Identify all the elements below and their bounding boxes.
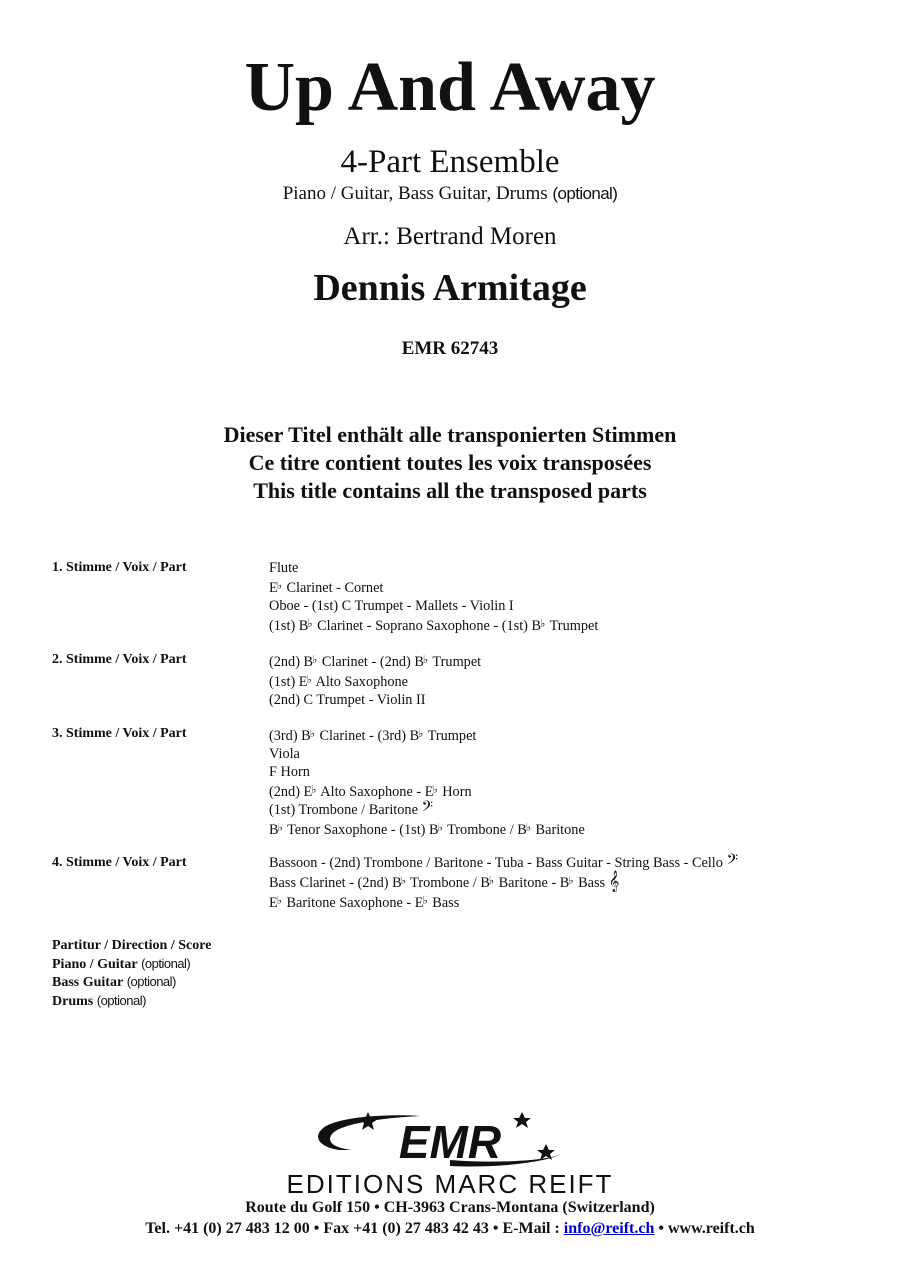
drums-entry xyxy=(52,992,211,1011)
optional-note: (optional) xyxy=(96,992,146,1008)
bass-guitar-entry xyxy=(52,973,211,992)
instrument-line: B♭ Tenor Saxophone - (1st) B♭ Trombone / B♭ Baritone xyxy=(269,822,585,839)
part-3-label: 3. Stimme / Voix / Part xyxy=(52,726,187,741)
website: • www.reift.ch xyxy=(658,1220,755,1237)
part-2-label: 2. Stimme / Voix / Part xyxy=(52,652,187,667)
ensemble-subtitle: 4-Part Ensemble xyxy=(340,144,560,180)
contact-phone-fax: Tel. +41 (0) 27 483 12 00 • Fax +41 (0) 27 483 42 43 • E-Mail : xyxy=(145,1220,560,1237)
instrument-line: (1st) B♭ Clarinet - Soprano Saxophone - (1st) B♭ Trumpet xyxy=(269,618,599,635)
publisher-brand: EDITIONS MARC REIFT xyxy=(286,1169,614,1199)
catalog-code: EMR 62743 xyxy=(401,338,499,359)
instrumentation xyxy=(0,183,900,205)
arranger: Arr.: Bertrand Moren xyxy=(343,223,557,250)
flat-sign-icon: ♭ xyxy=(400,875,406,888)
page-title: Up And Away xyxy=(244,49,656,126)
star-icon xyxy=(513,1112,531,1128)
part-1-instruments xyxy=(269,559,598,635)
part-4-instruments xyxy=(269,851,739,912)
drums-label: Drums xyxy=(52,993,94,1009)
instrument-line: Bassoon - (2nd) Trombone / Baritone - Tuba - Bass Guitar - String Bass - Cello 𝄢 xyxy=(269,851,739,871)
optional-note: (optional) xyxy=(126,974,176,989)
instrument-line: Viola xyxy=(269,746,300,763)
flat-sign-icon: ♭ xyxy=(568,875,574,888)
flat-sign-icon: ♭ xyxy=(422,654,429,666)
instrumentation-text: Piano / Guitar, Bass Guitar, Drums xyxy=(282,183,548,204)
flat-sign-icon: ♭ xyxy=(432,784,438,797)
instrument-line: (2nd) E♭ Alto Saxophone - E♭ Horn xyxy=(269,784,472,801)
flat-sign-icon: ♭ xyxy=(525,822,531,835)
star-icon xyxy=(358,1112,378,1130)
flat-sign-icon: ♭ xyxy=(309,728,315,740)
publisher-address: Route du Golf 150 • CH-3963 Crans-Montana (Switzerland) xyxy=(245,1199,655,1216)
part-4-label: 4. Stimme / Voix / Part xyxy=(52,855,187,870)
star-icon xyxy=(537,1144,555,1160)
bass-clef-icon: 𝄢 xyxy=(726,851,739,871)
instrument-line: (2nd) B♭ Clarinet - (2nd) B♭ Trumpet xyxy=(269,654,482,670)
composer: Dennis Armitage xyxy=(313,267,587,309)
instrument-line: (2nd) C Trumpet - Violin II xyxy=(269,692,426,709)
notice-english: This title contains all the transposed parts xyxy=(253,478,647,503)
emr-logo xyxy=(300,1108,600,1174)
flat-sign-icon: ♭ xyxy=(437,822,443,835)
part-1-label: 1. Stimme / Voix / Part xyxy=(52,560,187,575)
flat-sign-icon: ♭ xyxy=(540,618,546,631)
flat-sign-icon: ♭ xyxy=(488,875,495,888)
logo-text: EMR xyxy=(398,1116,502,1168)
flat-sign-icon: ♭ xyxy=(312,654,318,666)
part-2-instruments xyxy=(269,651,481,709)
notice-french: Ce titre contient toutes les voix transposées xyxy=(248,450,652,475)
flat-sign-icon: ♭ xyxy=(307,618,313,631)
notice-german: Dieser Titel enthält alle transponierten Stimmen xyxy=(223,422,677,447)
flat-sign-icon: ♭ xyxy=(422,895,428,908)
part-3-instruments xyxy=(269,725,585,840)
instrument-line: E♭ Clarinet - Cornet xyxy=(269,580,384,597)
instrument-line: Flute xyxy=(269,560,299,576)
piano-guitar-label: Piano / Guitar xyxy=(52,956,138,972)
instrument-line: (3rd) B♭ Clarinet - (3rd) B♭ Trumpet xyxy=(269,728,477,744)
instrument-line: (1st) Trombone / Baritone 𝄢 xyxy=(269,798,434,819)
bass-guitar-label: Bass Guitar xyxy=(52,975,124,990)
extra-parts xyxy=(52,937,211,1010)
bass-clef-icon: 𝄢 xyxy=(421,798,434,819)
instrument-line: E♭ Baritone Saxophone - E♭ Bass xyxy=(269,895,460,912)
flat-sign-icon: ♭ xyxy=(277,822,283,835)
piano-guitar-entry xyxy=(52,955,211,974)
publisher-contact xyxy=(0,1219,900,1239)
optional-note: (optional) xyxy=(141,955,191,971)
instrument-line: Bass Clarinet - (2nd) B♭ Trombone / B♭ Baritone - B♭ Bass 𝄞 xyxy=(269,871,620,892)
email-link[interactable]: info@reift.ch xyxy=(563,1220,655,1237)
instrumentation-optional: (optional) xyxy=(552,184,618,203)
instrument-line: (1st) E♭ Alto Saxophone xyxy=(269,674,409,691)
flat-sign-icon: ♭ xyxy=(311,784,317,797)
flat-sign-icon: ♭ xyxy=(306,674,312,687)
instrument-line: Oboe - (1st) C Trumpet - Mallets - Violin I xyxy=(269,598,514,615)
instrument-line: F Horn xyxy=(269,764,310,781)
flat-sign-icon: ♭ xyxy=(276,580,282,593)
flat-sign-icon: ♭ xyxy=(418,728,424,740)
score-label: Partitur / Direction / Score xyxy=(52,938,212,953)
flat-sign-icon: ♭ xyxy=(276,895,282,908)
treble-clef-icon: 𝄞 xyxy=(608,871,620,892)
